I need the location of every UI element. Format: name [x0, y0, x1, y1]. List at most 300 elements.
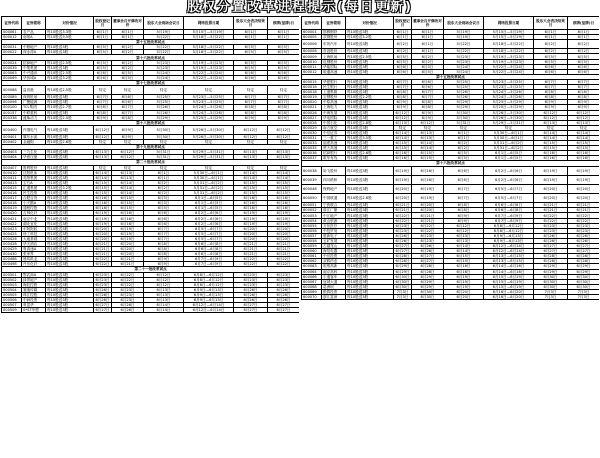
table-cell: 6月1日: [144, 170, 184, 175]
table-cell: 6月5日: [144, 201, 184, 206]
table-cell: 6月8日: [268, 110, 300, 115]
table-cell: 待定: [444, 125, 484, 130]
table-cell: 6月9日—6月13日: [184, 287, 234, 292]
table-cell: 华意压缩: [22, 155, 46, 160]
table-cell: 每10股送3股: [46, 236, 94, 241]
table-cell: 5月30日—6月1日: [184, 175, 234, 180]
table-cell: 000157: [2, 110, 22, 115]
table-cell: 中集集团: [22, 65, 46, 70]
table-cell: 6月23日: [234, 272, 268, 277]
table-row: [302, 294, 600, 299]
column-header: 停牌(复牌)日: [268, 17, 300, 30]
table-cell: 000400: [2, 125, 22, 134]
table-cell: 6月22日: [412, 228, 444, 233]
table-cell: 6月21日: [112, 257, 144, 262]
table-cell: 6月6日: [412, 85, 444, 90]
table-cell: 6月26日: [268, 297, 300, 302]
table-cell: 6月8日—6月12日: [184, 272, 234, 277]
table-cell: 6月16日: [234, 196, 268, 201]
table-cell: 6月26日: [395, 233, 410, 238]
table-cell: 600016: [302, 85, 322, 90]
table-cell: 6月26日: [95, 287, 110, 292]
table-cell: 6月5日: [268, 50, 300, 55]
table-cell: 6月1日—6月5日: [184, 196, 234, 201]
table-cell: 6月21日: [112, 262, 144, 267]
table-cell: 每10股送3股: [46, 125, 94, 134]
table-cell: 7月3日: [568, 294, 600, 299]
table-cell: 6月7日: [394, 85, 412, 90]
table-cell: 6月7日: [234, 100, 268, 105]
table-cell: 6月2日: [144, 180, 184, 185]
table-cell: 5月26日: [144, 105, 184, 110]
table-cell: 000426: [2, 236, 22, 241]
table-cell: 000488: [2, 257, 22, 262]
table-cell: 每10股送3股: [346, 244, 394, 249]
table-cell: 每10股送3.2股: [346, 35, 394, 40]
table-cell: 6月22日: [112, 277, 144, 282]
table-cell: 000100: [2, 105, 22, 110]
table-cell: 5月31日: [144, 155, 184, 160]
table-cell: 6月9日: [144, 257, 184, 262]
table-cell: 6月5日: [94, 65, 112, 70]
table-cell: 6月12日—6月14日: [184, 303, 234, 308]
table-cell: 四川路桥: [322, 175, 346, 184]
table-cell: 5月23日—5月25日: [484, 79, 534, 84]
table-cell: 5月26日: [444, 95, 484, 100]
table-cell: 6月20日: [568, 184, 600, 193]
table-cell: 6月13日—6月15日: [484, 254, 534, 259]
table-cell: 6月26日: [95, 298, 110, 303]
table-cell: 6月8日: [444, 208, 484, 213]
table-cell: 6月27日: [268, 308, 300, 313]
table-cell: 5月18日—5月22日: [484, 40, 534, 49]
table-cell: 6月14日: [112, 191, 144, 196]
table-cell: 包钢股份: [322, 59, 346, 64]
table-cell: 5月23日—5月25日: [184, 95, 234, 100]
table-cell: 6月2日: [112, 65, 144, 70]
table-cell: 6月22日: [95, 257, 110, 262]
table-cell: 6月2日: [568, 49, 600, 54]
table-cell: 待定: [94, 165, 112, 170]
table-cell: 600010: [302, 59, 322, 64]
table-cell: 6月7日: [112, 110, 144, 115]
table-cell: 中润投资: [22, 297, 46, 302]
table-cell: 每10股送2.2股: [346, 95, 394, 100]
table-cell: 6月26日: [95, 292, 110, 297]
table-cell: 6月9日—6月13日: [184, 292, 234, 297]
table-cell: 6月12日: [534, 110, 568, 115]
table-cell: 6月26日: [234, 292, 268, 297]
table-cell: 600026: [302, 110, 322, 115]
table-cell: 6月16日: [395, 151, 410, 156]
table-cell: 6月5日: [444, 156, 484, 161]
table-cell: 6月19日: [95, 221, 110, 226]
table-cell: 每10股送3股: [46, 252, 94, 257]
table-cell: 000403: [2, 150, 22, 155]
table-cell: 6月6日: [144, 216, 184, 221]
table-cell: 6月23日: [95, 277, 110, 282]
table-cell: 6月21日: [268, 252, 300, 257]
table-cell: 每10股送3股: [346, 166, 394, 175]
table-cell: 每10股送3股: [346, 49, 394, 54]
table-cell: 6月7日: [112, 105, 144, 110]
table-cell: 5月26日: [444, 90, 484, 95]
table-cell: 小天鹅A: [22, 201, 46, 206]
column-header: 证券代码: [302, 17, 322, 30]
table-cell: 6月5日: [144, 196, 184, 201]
table-cell: 每10股送3股: [46, 303, 94, 308]
table-cell: 宝钢股份: [322, 95, 346, 100]
table-cell: 每10股送2.5股: [46, 86, 94, 95]
table-cell: 6月27日: [234, 303, 268, 308]
table-cell: 6月2日—6月6日: [484, 166, 534, 175]
table-cell: 5月26日—5月30日: [184, 125, 234, 134]
table-cell: 6月7日: [568, 85, 600, 90]
table-cell: 6月1日: [534, 35, 568, 40]
table-cell: 5月19日: [444, 35, 484, 40]
table-cell: 6月16日: [444, 269, 484, 274]
table-cell: 6月8日: [394, 90, 412, 95]
table-cell: 5月23日—5月25日: [484, 85, 534, 90]
table-cell: 5月19日: [444, 30, 484, 35]
table-cell: 每10股送3股: [346, 218, 394, 223]
table-cell: 6月8日: [112, 115, 144, 120]
table-cell: 6月14日: [412, 141, 444, 146]
table-cell: 6月8日: [412, 100, 444, 105]
table-cell: 600009: [302, 54, 322, 59]
table-cell: 每10股送3股: [346, 233, 394, 238]
table-cell: 600012: [302, 69, 322, 74]
table-cell: 5月25日—5月29日: [184, 115, 234, 120]
table-cell: 6月20日: [412, 208, 444, 213]
table-cell: 6月22日: [534, 218, 568, 223]
column-header: 股权登记日: [94, 17, 112, 30]
table-cell: 6月9日: [568, 105, 600, 110]
table-cell: 华天酒店: [22, 241, 46, 246]
table-cell: 6月30日: [395, 284, 410, 289]
table-cell: 歌华有线: [322, 156, 346, 161]
table-cell: 6月23日: [395, 228, 410, 233]
table-cell: 6月1日: [112, 35, 144, 40]
table-cell: 6月9日: [534, 100, 568, 105]
table-cell: 6月7日: [534, 85, 568, 90]
table-cell: 待定: [268, 86, 300, 95]
table-cell: 民生银行: [322, 85, 346, 90]
table-cell: 6月13日: [144, 297, 184, 302]
table-cell: 6月21日: [95, 241, 110, 246]
table-cell: 6月6日—6月8日: [184, 252, 234, 257]
table-cell: 6月14日: [144, 308, 184, 313]
table-cell: 每10股送3股: [346, 64, 394, 69]
table-cell: 600008: [302, 49, 322, 54]
table-cell: 每10股送3股: [46, 257, 94, 262]
batch-label: 第十八批改革试点: [2, 120, 300, 125]
table-cell: 6月12日—6月14日: [484, 244, 534, 249]
table-cell: 5月30日—6月1日: [484, 130, 534, 135]
table-cell: 5月25日: [444, 79, 484, 84]
table-cell: 6月6日: [568, 69, 600, 74]
table-cell: 600061: [302, 254, 322, 259]
table-cell: 6月20日: [268, 231, 300, 236]
table-cell: 6月28日: [395, 254, 410, 259]
table-cell: 6月23日: [568, 223, 600, 228]
table-cell: 每10股送2.8股: [346, 194, 394, 203]
table-cell: 000031: [2, 45, 22, 50]
table-cell: 6月26日: [534, 233, 568, 238]
table-cell: 6月13日: [144, 287, 184, 292]
table-cell: 600069: [302, 289, 322, 294]
batch-label: 第十九批改革试点: [2, 145, 300, 150]
table-cell: 6月7日: [144, 226, 184, 231]
table-cell: 6月20日: [234, 231, 268, 236]
table-cell: 6月16日: [534, 156, 568, 161]
table-cell: 6月16日: [268, 196, 300, 201]
table-cell: 5月30日—6月1日: [484, 135, 534, 140]
table-cell: 6月2日: [568, 40, 600, 49]
table-cell: 5月30日: [444, 115, 484, 120]
table-cell: 6月27日: [534, 249, 568, 254]
table-cell: 6月26日: [268, 292, 300, 297]
table-cell: 胜利股份: [22, 165, 46, 170]
table-cell: 6月6日: [94, 70, 112, 75]
table-cell: 浙江广厦: [322, 208, 346, 213]
table-cell: 6月15日: [412, 156, 444, 161]
table-cell: 6月28日: [534, 259, 568, 264]
table-cell: 6月6日: [234, 75, 268, 80]
table-cell: 5月29日: [444, 105, 484, 110]
table-cell: 中粮地产: [22, 45, 46, 50]
table-cell: 民生投资: [22, 191, 46, 196]
left-table-body: [2, 30, 300, 313]
table-cell: 每10股送3股: [46, 170, 94, 175]
table-cell: 6月19日: [444, 284, 484, 289]
table-cell: 000096: [2, 100, 22, 105]
table-cell: 5月26日—5月30日: [184, 134, 234, 139]
table-cell: 6月19日: [412, 194, 444, 203]
table-cell: 6月9日: [568, 100, 600, 105]
table-cell: 600033: [302, 141, 322, 146]
table-cell: 6月13日: [112, 175, 144, 180]
table-cell: 6月23日: [534, 223, 568, 228]
table-cell: 6月1日: [112, 30, 144, 35]
table-cell: 首创股份: [322, 49, 346, 54]
table-cell: 6月7日: [444, 194, 484, 203]
table-cell: 6月6日: [144, 221, 184, 226]
left-table-header-row: [2, 17, 300, 30]
table-cell: 600005: [302, 35, 322, 40]
table-cell: 6月13日: [112, 170, 144, 175]
table-cell: 每10股送3股: [46, 110, 94, 115]
table-cell: 6月8日: [444, 203, 484, 208]
table-cell: 6月9日: [412, 110, 444, 115]
table-row: [2, 308, 300, 313]
table-cell: 000024: [2, 60, 22, 65]
table-cell: 6月15日: [395, 141, 410, 146]
table-cell: 5月18日—5月22日: [184, 35, 234, 40]
table-cell: 6月12日: [112, 155, 144, 160]
table-cell: 每10股送3股: [346, 213, 394, 218]
table-cell: 待定: [534, 125, 568, 130]
table-cell: 6月16日: [234, 206, 268, 211]
table-cell: 6月26日: [112, 308, 144, 313]
table-cell: 6月16日—6月20日: [484, 294, 534, 299]
table-cell: 6月5日: [412, 64, 444, 69]
table-cell: 000410: [2, 170, 22, 175]
table-cell: 6月8日: [534, 95, 568, 100]
table-cell: 三一重工: [322, 135, 346, 140]
table-cell: 6月8日: [412, 105, 444, 110]
table-cell: 6月1日: [412, 30, 444, 35]
table-cell: 000502: [2, 277, 22, 282]
table-cell: 6月7日: [444, 184, 484, 193]
table-cell: 6月2日: [444, 141, 484, 146]
table-cell: 6月20日: [444, 294, 484, 299]
table-cell: 6月8日: [568, 90, 600, 95]
table-cell: 华电国际: [322, 115, 346, 120]
table-cell: 6月5日: [144, 206, 184, 211]
table-cell: 6月12日: [268, 125, 300, 134]
table-cell: 600001: [302, 30, 322, 35]
table-cell: 6月15日: [268, 185, 300, 190]
table-cell: 600020: [302, 100, 322, 105]
table-cell: 6月19日: [444, 274, 484, 279]
table-cell: 6月14日—6月16日: [484, 264, 534, 269]
table-cell: 6月20日: [534, 194, 568, 203]
table-cell: 6月14日: [95, 170, 110, 175]
table-cell: 6月8日: [268, 105, 300, 110]
table-cell: 待定: [144, 140, 184, 145]
table-cell: 每10股送3股: [346, 175, 394, 184]
table-cell: 6月23日: [112, 297, 144, 302]
column-header: 停牌(复牌)日: [568, 17, 600, 30]
table-cell: 5月26日: [144, 110, 184, 115]
table-cell: 6月29日: [568, 269, 600, 274]
table-cell: 6月6日: [444, 166, 484, 175]
table-cell: 6月27日: [534, 244, 568, 249]
table-cell: 汇通集团: [22, 185, 46, 190]
table-cell: 6月22日: [112, 282, 144, 287]
table-cell: 6月29日: [534, 264, 568, 269]
table-cell: 6月9日: [444, 218, 484, 223]
left-table-panel: [1, 16, 299, 456]
table-cell: 6月5日—6月7日: [184, 236, 234, 241]
table-cell: 每10股送3股: [46, 231, 94, 236]
table-cell: 5月22日: [144, 35, 184, 40]
table-cell: 6月5日—6月7日: [184, 231, 234, 236]
table-cell: 6月9日—6月13日: [484, 233, 534, 238]
table-cell: 5月22日: [444, 49, 484, 54]
table-cell: 6月5日: [94, 45, 112, 50]
table-cell: 每10股送3股: [346, 264, 394, 269]
table-cell: 6月8日—6月12日: [184, 282, 234, 287]
table-cell: 6月1日: [568, 35, 600, 40]
table-cell: 6月12日: [568, 110, 600, 115]
table-cell: 每10股送3股: [46, 282, 94, 287]
table-cell: 6月21日: [412, 218, 444, 223]
table-cell: 中江地产: [322, 213, 346, 218]
table-cell: 5月19日: [144, 30, 184, 35]
table-cell: 6月27日: [568, 249, 600, 254]
table-cell: 6月8日—6月12日: [184, 277, 234, 282]
table-cell: 6月20日: [444, 289, 484, 294]
table-cell: 6月1日: [234, 35, 268, 40]
table-cell: 6月8日: [234, 110, 268, 115]
table-cell: 6月1日: [444, 130, 484, 135]
table-cell: 广聚能源: [22, 100, 46, 105]
table-cell: 600011: [302, 64, 322, 69]
table-cell: 7月3日: [534, 294, 568, 299]
table-cell: 每10股送3股: [346, 254, 394, 259]
table-cell: 三九生化: [22, 150, 46, 155]
table-cell: 6月20日: [268, 226, 300, 231]
table-cell: 5月30日: [144, 125, 184, 134]
column-header: 董事会召开修改对价: [112, 17, 144, 30]
table-cell: 6月21日: [95, 247, 110, 252]
table-cell: 6月15日: [234, 191, 268, 196]
table-cell: 6月12日: [534, 115, 568, 120]
table-cell: 6月13日: [144, 292, 184, 297]
table-cell: 6月7日—6月9日: [484, 218, 534, 223]
table-cell: 宁波联合: [322, 203, 346, 208]
table-cell: 每10股送3股: [346, 100, 394, 105]
table-cell: 每10股送3股: [346, 30, 394, 35]
table-cell: 5月31日—6月2日: [184, 185, 234, 190]
table-cell: 7月3日: [394, 289, 412, 294]
table-cell: 上海机场: [322, 54, 346, 59]
table-cell: 6月2日: [112, 50, 144, 55]
table-cell: 6月29日: [412, 274, 444, 279]
table-cell: 000415: [2, 185, 22, 190]
right-table-panel: [301, 16, 599, 456]
table-cell: 粤富华: [22, 303, 46, 308]
table-cell: 6月12日: [234, 134, 268, 139]
table-cell: 粤高速A: [22, 247, 46, 252]
table-cell: 000501: [2, 272, 22, 277]
table-cell: 6月1日: [412, 49, 444, 54]
table-cell: 招商银行: [322, 151, 346, 156]
table-cell: 6月7日: [412, 95, 444, 100]
table-cell: 每10股送3股: [346, 274, 394, 279]
table-cell: 6月16日: [568, 156, 600, 161]
table-cell: 6月13日: [234, 155, 268, 160]
table-cell: 600006: [302, 40, 322, 49]
table-cell: 6月6日: [412, 79, 444, 84]
table-cell: 每10股送3股: [46, 308, 94, 313]
table-cell: 6月15日—6月19日: [484, 284, 534, 289]
table-cell: 5月30日: [144, 134, 184, 139]
table-cell: 6月20日: [112, 252, 144, 257]
table-cell: 6月6日: [144, 211, 184, 216]
table-cell: 6月28日: [568, 259, 600, 264]
table-cell: 6月26日: [112, 303, 144, 308]
table-cell: 5月24日—5月26日: [484, 95, 534, 100]
table-cell: 中国石化: [322, 120, 346, 125]
table-cell: 徐工科技: [22, 231, 46, 236]
table-cell: 5月25日: [144, 95, 184, 100]
table-cell: 6月15日—6月19日: [484, 274, 534, 279]
table-cell: 6月20日: [95, 231, 110, 236]
table-cell: 中纺投资: [322, 254, 346, 259]
table-cell: 6月19日: [234, 221, 268, 226]
table-cell: 每10股送3股: [46, 277, 94, 282]
table-cell: 6月5日: [268, 45, 300, 50]
table-cell: 6月2日: [534, 40, 568, 49]
table-cell: 6月5日: [234, 50, 268, 55]
table-cell: 冀东水泥: [22, 134, 46, 139]
table-cell: 6月5日: [534, 59, 568, 64]
table-cell: 6月12日: [234, 125, 268, 134]
table-cell: 每10股送3股: [46, 45, 94, 50]
